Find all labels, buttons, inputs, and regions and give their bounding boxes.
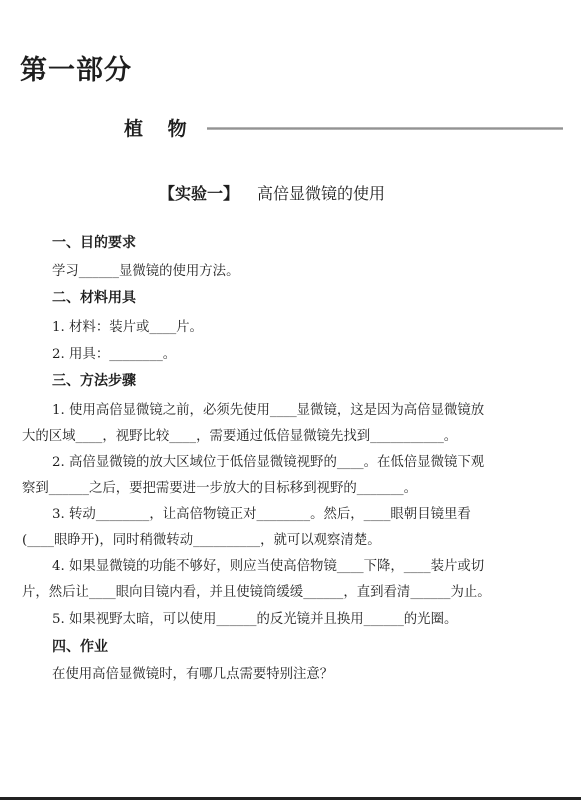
step-1-line-a: 1. 使用高倍显微镜之前，必须先使用____显微镜，这是因为高倍显微镜放 (52, 403, 485, 418)
step-3-line-b: (____眼睁开)，同时稍微转动__________，就可以观察清楚。 (22, 533, 381, 548)
step-2-line-b: 察到______之后，要把需要进一步放大的目标移到视野的_______。 (22, 481, 418, 496)
step-2-line-a: 2. 高倍显微镜的放大区域位于低倍显微镜视野的____。在低倍显微镜下观 (52, 455, 485, 470)
materials-line-2: 2. 用具：________。 (52, 347, 177, 362)
experiment-heading (159, 181, 385, 204)
part-title: 第一部分 (20, 55, 132, 86)
homework-line: 在使用高倍显微镜时，有哪几点需要特别注意？ (52, 667, 334, 682)
step-4-line-b: 片，然后让____眼向目镜内看，并且使镜筒缓缓______，直到看清______为止。 (22, 585, 491, 600)
step-5-line: 5. 如果视野太暗，可以使用______的反光镜并且换用______的光圈。 (52, 612, 458, 627)
chapter-title: 植 物 (124, 118, 187, 140)
section-homework-heading: 四、作业 (52, 639, 108, 655)
experiment-label: 【实验一】 (159, 184, 240, 203)
goal-line: 学习______显微镜的使用方法。 (52, 264, 240, 279)
step-4-line-a: 4. 如果显微镜的功能不够好，则应当使高倍物镜____下降，____装片或切 (52, 559, 485, 574)
step-1-line-b: 大的区域____，视野比较____，需要通过低倍显微镜先找到___________。 (22, 429, 458, 444)
chapter-rule (207, 127, 563, 130)
step-3-line-a: 3. 转动________，让高倍物镜正对________。然后，____眼朝目镜里看 (52, 507, 471, 522)
experiment-title: 高倍显微镜的使用 (257, 184, 386, 203)
section-materials-heading: 二、材料用具 (52, 290, 136, 306)
section-goal-heading: 一、目的要求 (52, 235, 136, 251)
materials-line-1: 1. 材料：装片或____片。 (52, 320, 203, 335)
section-steps-heading: 三、方法步骤 (52, 373, 136, 389)
